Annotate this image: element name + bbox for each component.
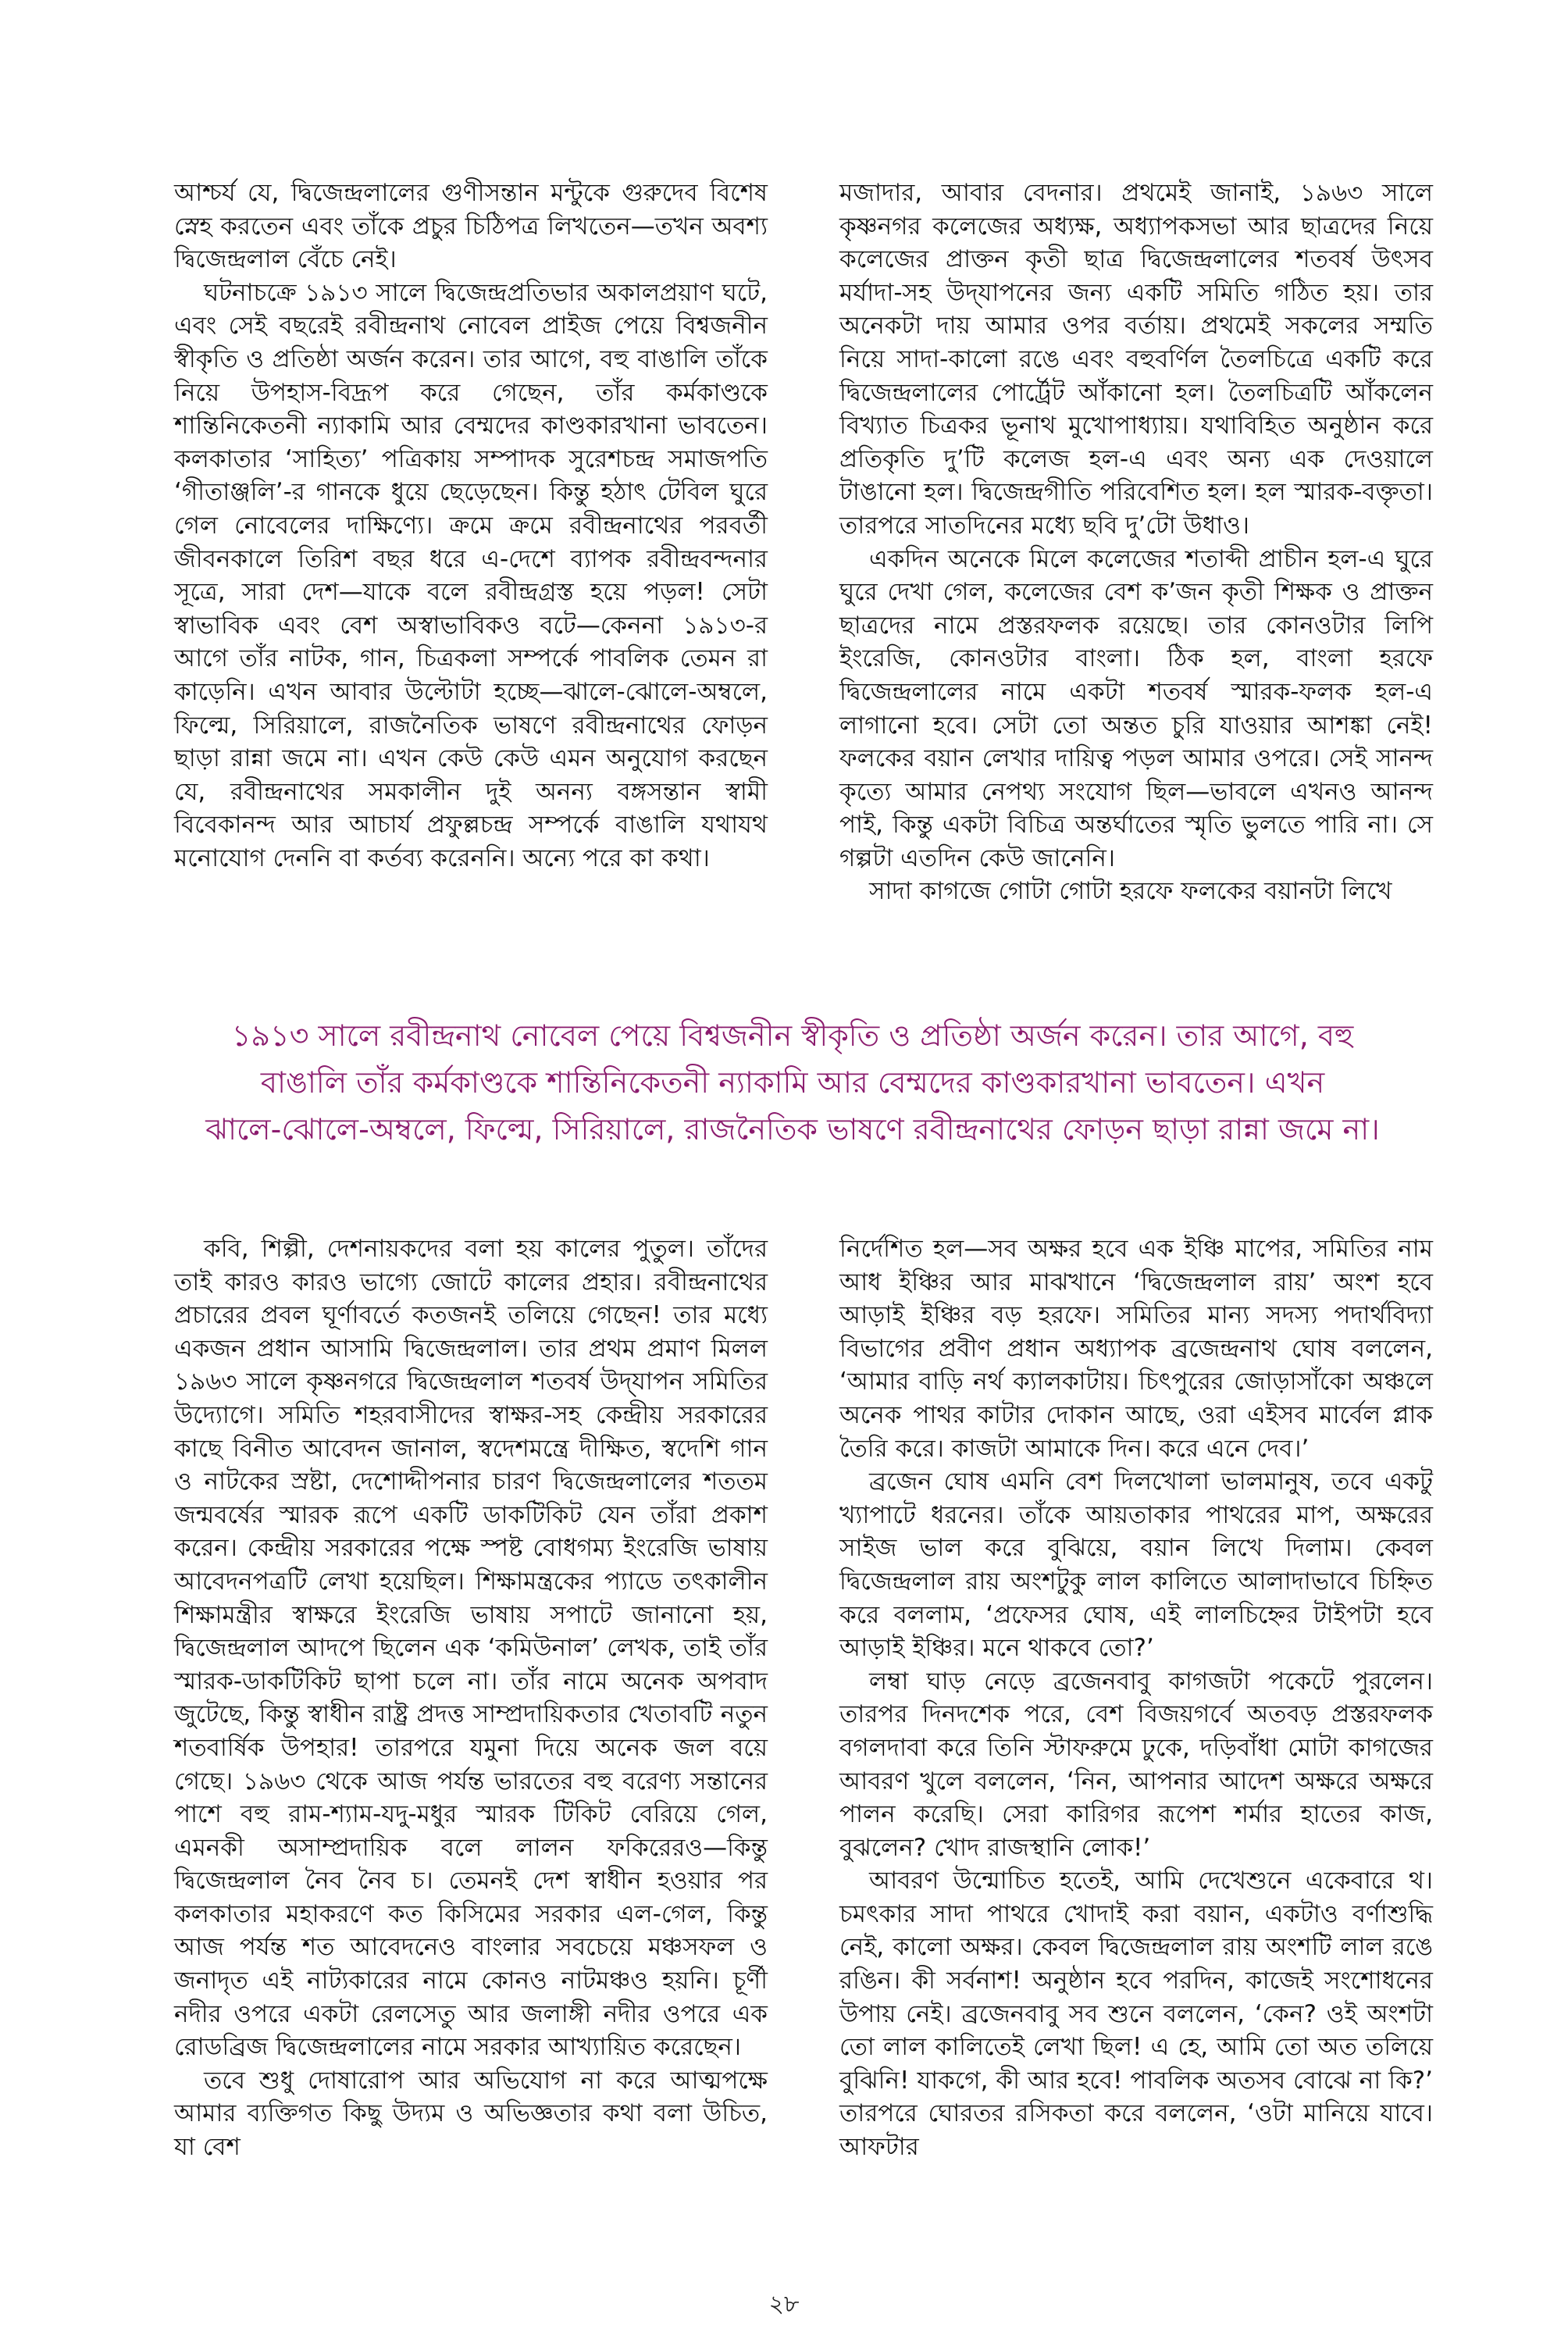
paragraph: মজাদার, আবার বেদনার। প্রথমেই জানাই, ১৯৬৩ সালে কৃষ্ণনগর কলেজের অধ্যক্ষ, অধ্যাপকসভা আর ছাত্রদের নিয়ে কলেজের প্রাক্তন কৃতী ছাত্র দ্বিজেন্দ্রলালের শতবর্ষ উৎসব মর্যাদা-সহ উদ্‌যাপনের জন্য একটি সমিতি গঠিত হয়। তার অনেকটা দায় আমার ওপর বর্তায়। প্রথমেই সকলের সম্মতি নিয়ে সাদা-কালো রঙে এবং বহুবর্ণিল তৈলচিত্রে একটি করে দ্বিজেন্দ্রলালের পোর্ট্রেট আঁকানো হল। তৈলচিত্রটি আঁকলেন বিখ্যাত চিত্রকর ভূনাথ মুখোপাধ্যায়। যথাবিহিত অনুষ্ঠান করে প্রতিকৃতি দু’টি কলেজ হল-এ এবং অন্য এক দেওয়ালে টাঙানো হল। দ্বিজেন্দ্রগীতি পরিবেশিত হল। হল স্মারক-বক্তৃতা। তারপরে সাতদিনের মধ্যে ছবি দু’টো উধাও। [839,179,1433,540]
pull-quote-line: বাঙালি তাঁর কর্মকাণ্ডকে শান্তিনিকেতনী ন্যাকামি আর বেম্মদের কাণ্ডকারখানা ভাবতেন। এখন [260,1065,1325,1100]
paragraph: একদিন অনেকে মিলে কলেজের শতাব্দী প্রাচীন হল-এ ঘুরে ঘুরে দেখা গেল, কলেজের বেশ ক’জন কৃতী শিক্ষক ও প্রাক্তন ছাত্রদের নামে প্রস্তরফলক রয়েছে। তার কোনওটার লিপি ইংরেজি, কোনওটার বাংলা। ঠিক হল, বাংলা হরফে দ্বিজেন্দ্রলালের নামে একটা শতবর্ষ স্মারক-ফলক হল-এ লাগানো হবে। সেটা তো অন্তত চুরি যাওয়ার আশঙ্কা নেই! ফলকের বয়ান লেখার দায়িত্ব পড়ল আমার ওপরে। সেই সানন্দ কৃত্যে আমার নেপথ্য সংযোগ ছিল—ভাবলে এখনও আনন্দ পাই, কিন্তু একটা বিচিত্র অন্তর্ঘাতের স্মৃতি ভুলতে পারি না। সে গল্পটা এতদিন কেউ জানেনি। [839,544,1433,872]
article-column-top-right [839,177,1433,908]
paragraph: সাদা কাগজে গোটা গোটা হরফে ফলকের বয়ানটা লিখে [869,877,1392,906]
paragraph: তবে শুধু দোষারোপ আর অভিযোগ না করে আত্মপক্ষে আমার ব্যক্তিগত কিছু উদ্যম ও অভিজ্ঞতার কথা বলা উচিত, যা বেশ [174,2066,768,2162]
article-column-top-left [174,177,768,875]
article-column-bottom-right [839,1232,1433,2164]
paragraph: লম্বা ঘাড় নেড়ে ব্রজেনবাবু কাগজটা পকেটে পুরলেন। তারপর দিনদশেক পরে, বেশ বিজয়গর্বে অতবড় প্রস্তরফলক বগলদাবা করে তিনি স্টাফরুমে ঢুকে, দড়িবাঁধা মোটা কাগজের আবরণ খুলে বললেন, ‘নিন, আপনার আদেশ অক্ষরে অক্ষরে পালন করেছি। সেরা কারিগর রূপেশ শর্মার হাতের কাজ, বুঝলেন? খোদ রাজস্থানি লোক!’ [839,1667,1433,1862]
paragraph: আশ্চর্য যে, দ্বিজেন্দ্রলালের গুণীসন্তান মন্টুকে গুরুদেব বিশেষ স্নেহ করতেন এবং তাঁকে প্রচুর চিঠিপত্র লিখতেন—তখন অবশ্য দ্বিজেন্দ্রলাল বেঁচে নেই। [174,179,768,274]
pull-quote-line: ১৯১৩ সালে রবীন্দ্রনাথ নোবেল পেয়ে বিশ্বজনীন স্বীকৃতি ও প্রতিষ্ঠা অর্জন করেন। তার আগে, বহু [231,1018,1354,1053]
pull-quote [168,1012,1417,1153]
paragraph: কবি, শিল্পী, দেশনায়কদের বলা হয় কালের পুতুল। তাঁদের তাই কারও কারও ভাগ্যে জোটে কালের প্রহার। রবীন্দ্রনাথের প্রচারের প্রবল ঘূর্ণাবর্তে কতজনই তলিয়ে গেছেন! তার মধ্যে একজন প্রধান আসামি দ্বিজেন্দ্রলাল। তার প্রথম প্রমাণ মিলল ১৯৬৩ সালে কৃষ্ণনগরে দ্বিজেন্দ্রলাল শতবর্ষ উদ্‌যাপন সমিতির উদ্যোগে। সমিতি শহরবাসীদের স্বাক্ষর-সহ কেন্দ্রীয় সরকারের কাছে বিনীত আবেদন জানাল, স্বদেশমন্ত্রে দীক্ষিত, স্বদেশি গান ও নাটকের স্রষ্টা, দেশোদ্দীপনার চারণ দ্বিজেন্দ্রলালের শততম জন্মবর্ষের স্মারক রূপে একটি ডাকটিকিট যেন তাঁরা প্রকাশ করেন। কেন্দ্রীয় সরকারের পক্ষে স্পষ্ট বোধগম্য ইংরেজি ভাষায় আবেদনপত্রটি লেখা হয়েছিল। শিক্ষামন্ত্রকের প্যাডে তৎকালীন শিক্ষামন্ত্রীর স্বাক্ষরে ইংরেজি ভাষায় সপাটে জানানো হয়, দ্বিজেন্দ্রলাল আদপে ছিলেন এক ‘কমিউনাল’ লেখক, তাই তাঁর স্মারক-ডাকটিকিট ছাপা চলে না। তাঁর নামে অনেক অপবাদ জুটেছে, কিন্তু স্বাধীন রাষ্ট্র প্রদত্ত সাম্প্রদায়িকতার খেতাবটি নতুন শতবার্ষিক উপহার! তারপরে যমুনা দিয়ে অনেক জল বয়ে গেছে। ১৯৬৩ থেকে আজ পর্যন্ত ভারতের বহু বরেণ্য সন্তানের পাশে বহু রাম-শ্যাম-যদু-মধুর স্মারক টিকিট বেরিয়ে গেল, এমনকী অসাম্প্রদায়িক বলে লালন ফকিরেরও—কিন্তু দ্বিজেন্দ্রলাল নৈব নৈব চ। তেমনই দেশ স্বাধীন হওয়ার পর কলকাতার মহাকরণে কত কিসিমের সরকার এল-গেল, কিন্তু আজ পর্যন্ত শত আবেদনেও বাংলার সবচেয়ে মঞ্চসফল ও জনাদৃত এই নাট্যকারের নামে কোনও নাটমঞ্চও হয়নি। চূর্ণী নদীর ওপরে একটা রেলসেতু আর জলাঙ্গী নদীর ওপরে এক রোডব্রিজ দ্বিজেন্দ্রলালের নামে সরকার আখ্যায়িত করেছেন। [174,1235,768,2062]
pull-quote-line: ঝালে-ঝোলে-অম্বলে, ফিল্মে, সিরিয়ালে, রাজনৈতিক ভাষণে রবীন্দ্রনাথের ফোড়ন ছাড়া রান্না জমে না। [205,1112,1380,1146]
paragraph: ব্রজেন ঘোষ এমনি বেশ দিলখোলা ভালমানুষ, তবে একটু খ্যাপাটে ধরনের। তাঁকে আয়তাকার পাথরের মাপ, অক্ষরের সাইজ ভাল করে বুঝিয়ে, বয়ান লিখে দিলাম। কেবল দ্বিজেন্দ্রলাল রায় অংশটুকু লাল কালিতে আলাদাভাবে চিহ্নিত করে বললাম, ‘প্রফেসর ঘোষ, এই লালচিহ্নের টাইপটা হবে আড়াই ইঞ্চির। মনে থাকবে তো?’ [839,1467,1433,1663]
paragraph: আবরণ উন্মোচিত হতেই, আমি দেখেশুনে একেবারে থ। চমৎকার সাদা পাথরে খোদাই করা বয়ান, একটাও বর্ণাশুদ্ধি নেই, কালো অক্ষর। কেবল দ্বিজেন্দ্রলাল রায় অংশটি লাল রঙে রঙিন। কী সর্বনাশ! অনুষ্ঠান হবে পরদিন, কাজেই সংশোধনের উপায় নেই। ব্রজেনবাবু সব শুনে বললেন, ‘কেন? ওই অংশটা তো লাল কালিতেই লেখা ছিল! এ হে, আমি তো অত তলিয়ে বুঝিনি! যাকগে, কী আর হবে! পাবলিক অতসব বোঝে না কি?’ তারপরে ঘোরতর রসিকতা করে বললেন, ‘ওটা মানিয়ে যাবে। আফটার [839,1867,1433,2162]
paragraph: নির্দেশিত হল—সব অক্ষর হবে এক ইঞ্চি মাপের, সমিতির নাম আধ ইঞ্চির আর মাঝখানে ‘দ্বিজেন্দ্রলাল রায়’ অংশ হবে আড়াই ইঞ্চির বড় হরফে। সমিতির মান্য সদস্য পদার্থবিদ্যা বিভাগের প্রবীণ প্রধান অধ্যাপক ব্রজেন্দ্রনাথ ঘোষ বললেন, ‘আমার বাড়ি নর্থ ক্যালকাটায়। চিৎপুরের জোড়াসাঁকো অঞ্চলে অনেক পাথর কাটার দোকান আছে, ওরা এইসব মার্বেল প্লাক তৈরি করে। কাজটা আমাকে দিন। করে এনে দেব।’ [839,1235,1433,1463]
paragraph: ঘটনাচক্রে ১৯১৩ সালে দ্বিজেন্দ্রপ্রতিভার অকালপ্রয়াণ ঘটে, এবং সেই বছরেই রবীন্দ্রনাথ নোবেল প্রাইজ পেয়ে বিশ্বজনীন স্বীকৃতি ও প্রতিষ্ঠা অর্জন করেন। তার আগে, বহু বাঙালি তাঁকে নিয়ে উপহাস-বিদ্রূপ করে গেছেন, তাঁর কর্মকাণ্ডকে শান্তিনিকেতনী ন্যাকামি আর বেম্মদের কাণ্ডকারখানা ভাবতেন। কলকাতার ‘সাহিত্য’ পত্রিকায় সম্পাদক সুরেশচন্দ্র সমাজপতি ‘গীতাঞ্জলি’-র গানকে ধুয়ে ছেড়েছেন। কিন্তু হঠাৎ টেবিল ঘুরে গেল নোবেলের দাক্ষিণ্যে। ক্রমে ক্রমে রবীন্দ্রনাথের পরবর্তী জীবনকালে তিরিশ বছর ধরে এ-দেশে ব্যাপক রবীন্দ্রবন্দনার সূত্রে, সারা দেশ—যাকে বলে রবীন্দ্রগ্রস্ত হয়ে পড়ল! সেটা স্বাভাবিক এবং বেশ অস্বাভাবিকও বটে—কেননা ১৯১৩-র আগে তাঁর নাটক, গান, চিত্রকলা সম্পর্কে পাবলিক তেমন রা কাড়েনি। এখন আবার উল্টোটা হচ্ছে—ঝালে-ঝোলে-অম্বলে, ফিল্মে, সিরিয়ালে, রাজনৈতিক ভাষণে রবীন্দ্রনাথের ফোড়ন ছাড়া রান্না জমে না। এখন কেউ কেউ এমন অনুযোগ করছেন যে, রবীন্দ্রনাথের সমকালীন দুই অনন্য বঙ্গসন্তান স্বামী বিবেকানন্দ আর আচার্য প্রফুল্লচন্দ্র সম্পর্কে বাঙালি যথাযথ মনোযোগ দেননি বা কর্তব্য করেননি। অন্যে পরে কা কথা। [174,278,768,872]
article-column-bottom-left [174,1232,768,2164]
page-number: ২৮ [768,2291,800,2318]
